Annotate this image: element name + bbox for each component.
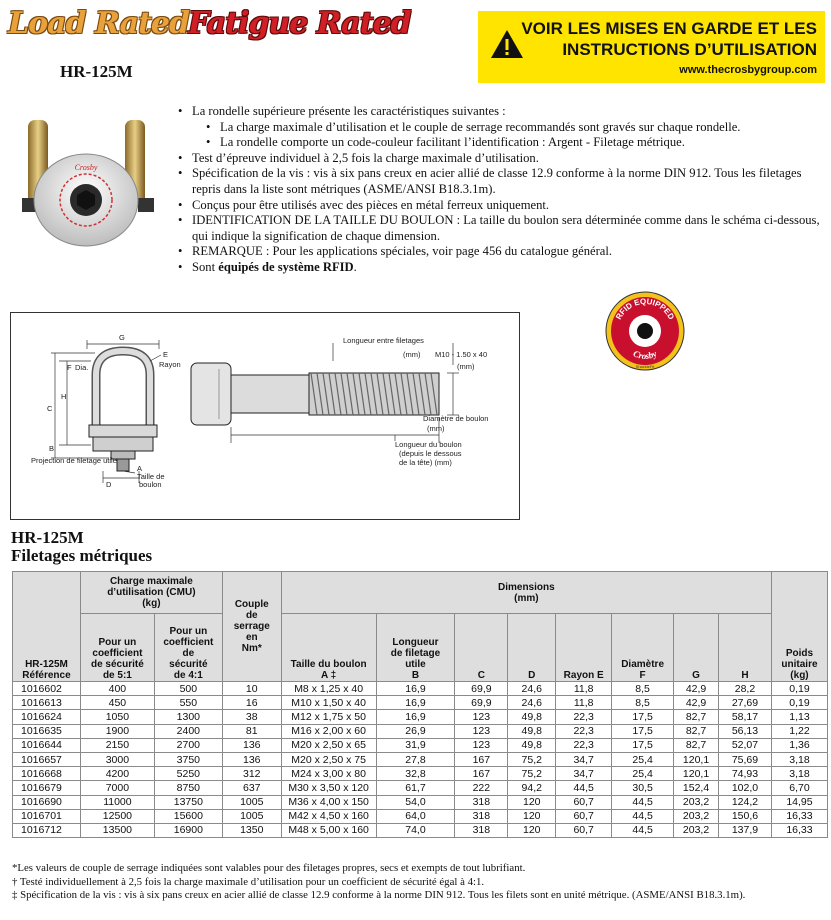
spec-table (12, 571, 828, 838)
feature-text: REMARQUE : Pour les applications spéciales, voir page 456 du catalogue général. (192, 244, 613, 259)
table-cell: 69,9 (455, 682, 508, 696)
table-cell: 15600 (154, 809, 222, 823)
header-text: A ‡ (321, 670, 337, 681)
feature-item (192, 166, 823, 197)
header-text: Longueur (392, 637, 439, 648)
label-mm-3: (mm) (427, 424, 445, 433)
rfid-badge-bottom-text: Crosby (631, 348, 659, 362)
col-header-d: D (508, 614, 556, 682)
table-cell: 27,8 (376, 752, 455, 766)
table-cell: 1005 (222, 809, 281, 823)
warning-url[interactable]: www.thecrosbygroup.com (679, 64, 817, 76)
table-cell: 8,5 (612, 696, 674, 710)
table-cell: 550 (154, 696, 222, 710)
table-cell: 152,4 (674, 781, 719, 795)
table-cell: 167 (455, 767, 508, 781)
feature-item (192, 244, 823, 260)
dim-label-taille: Taille de (137, 472, 165, 481)
table-cell: 500 (154, 682, 222, 696)
table-cell: 42,9 (674, 682, 719, 696)
table-cell: M16 x 2,00 x 60 (281, 724, 376, 738)
table-cell: 74,0 (376, 823, 455, 837)
dimension-diagram (10, 312, 520, 520)
warning-line-2: INSTRUCTIONS D’UTILISATION (562, 40, 817, 59)
table-cell: 34,7 (556, 752, 612, 766)
table-cell: 123 (455, 710, 508, 724)
warning-icon (490, 29, 524, 59)
feature-item (192, 104, 823, 151)
rfid-badge-sub-text: ShackleFit (635, 364, 655, 369)
table-cell: 25,4 (612, 752, 674, 766)
washer-brand: Crosby (74, 163, 98, 172)
table-cell: M30 x 3,50 x 120 (281, 781, 376, 795)
table-cell: 203,2 (674, 823, 719, 837)
label-len-threads: Longueur entre filetages (343, 336, 424, 345)
table-cell: 2400 (154, 724, 222, 738)
table-cell: 52,07 (719, 738, 772, 752)
table-row (13, 767, 828, 781)
table-cell: 44,5 (612, 795, 674, 809)
table-cell: 38 (222, 710, 281, 724)
feature-item (192, 151, 823, 167)
table-cell: 318 (455, 795, 508, 809)
label-thread-spec: M10 - 1.50 x 40 (435, 350, 488, 359)
reference-cell: 1016701 (13, 809, 81, 823)
header-text: Poids (785, 648, 814, 659)
table-cell: 30,5 (612, 781, 674, 795)
table-cell: 28,2 (719, 682, 772, 696)
reference-cell: 1016668 (13, 767, 81, 781)
product-photo (20, 118, 170, 248)
table-row (13, 738, 828, 752)
table-cell: 34,7 (556, 767, 612, 781)
header-text: Pour un (169, 626, 208, 637)
table-cell: 75,2 (508, 767, 556, 781)
table-cell: 222 (455, 781, 508, 795)
header-text: Charge maximale (109, 576, 193, 587)
header-text: (mm) (514, 592, 539, 604)
header-text: coefficient (163, 637, 214, 648)
table-cell: 49,8 (508, 738, 556, 752)
table-cell: 14,95 (771, 795, 827, 809)
table-cell: 49,8 (508, 724, 556, 738)
table-cell: 120 (508, 823, 556, 837)
col-header-b (376, 614, 455, 682)
table-cell: M10 x 1,50 x 40 (281, 696, 376, 710)
table-cell: 137,9 (719, 823, 772, 837)
table-cell: 7000 (80, 781, 154, 795)
table-cell: 0,19 (771, 696, 827, 710)
col-header-dimensions (281, 572, 771, 614)
header-text: de sécurité (90, 659, 144, 670)
table-cell: 24,6 (508, 696, 556, 710)
header-text: Couple (234, 599, 269, 610)
table-cell: 26,9 (376, 724, 455, 738)
feature-subitem (220, 120, 823, 136)
table-cell: 1350 (222, 823, 281, 837)
table-cell: 1300 (154, 710, 222, 724)
dim-label-rayon: Rayon (159, 360, 181, 369)
table-cell: 10 (222, 682, 281, 696)
feature-text: Test d’épreuve individuel à 2,5 fois la charge maximale d’utilisation. (192, 150, 539, 165)
header-text: serrage (233, 621, 270, 632)
header-text: sécurité (169, 659, 208, 670)
table-cell: 203,2 (674, 809, 719, 823)
table-cell: 3000 (80, 752, 154, 766)
table-cell: 5250 (154, 767, 222, 781)
table-cell: 450 (80, 696, 154, 710)
dim-label-c: C (47, 404, 53, 413)
label-bolt-len-3: de la tête) (mm) (399, 458, 452, 467)
table-cell: 17,5 (612, 738, 674, 752)
table-cell: 60,7 (556, 795, 612, 809)
reference-cell: 1016690 (13, 795, 81, 809)
reference-cell: 1016657 (13, 752, 81, 766)
table-cell: 318 (455, 823, 508, 837)
table-cell: 81 (222, 724, 281, 738)
table-cell: 6,70 (771, 781, 827, 795)
table-cell: 120,1 (674, 752, 719, 766)
table-cell: 102,0 (719, 781, 772, 795)
col-header-h: H (719, 614, 772, 682)
table-cell: 22,3 (556, 724, 612, 738)
rfid-badge-top-text: RFID EQUIPPED (614, 296, 676, 322)
feature-text: IDENTIFICATION DE LA TAILLE DU BOULON : La taille du boulon sera déterminée comme dans le schéma ci-dessous, qui indique la signification de chaque dimension. (192, 213, 820, 243)
table-cell: 54,0 (376, 795, 455, 809)
table-cell: 61,7 (376, 781, 455, 795)
feature-text: La rondelle comporte un code-couleur facilitant l’identification : Argent - Filetage métrique. (220, 135, 685, 150)
table-cell: 123 (455, 738, 508, 752)
dim-label-dia: Dia. (75, 363, 89, 372)
table-cell: 17,5 (612, 710, 674, 724)
header-text: de (182, 648, 195, 659)
table-cell: M20 x 2,50 x 75 (281, 752, 376, 766)
feature-item (192, 213, 823, 244)
table-cell: 69,9 (455, 696, 508, 710)
table-cell: 11,8 (556, 696, 612, 710)
table-cell: 167 (455, 752, 508, 766)
table-cell: 44,5 (612, 823, 674, 837)
header-text: HR-125M (25, 659, 68, 670)
table-cell: 12500 (80, 809, 154, 823)
feature-text: Sont (192, 259, 219, 274)
header-text: B (411, 670, 420, 681)
table-cell: 75,69 (719, 752, 772, 766)
table-cell: 2150 (80, 738, 154, 752)
table-cell: M20 x 2,50 x 65 (281, 738, 376, 752)
label-bolt-len-2: (depuis le dessous (399, 449, 462, 458)
dim-label-f: F (67, 363, 72, 372)
section-subtitle: Filetages métriques (11, 546, 153, 565)
label-mm-1: (mm) (403, 350, 421, 359)
table-cell: 4200 (80, 767, 154, 781)
col-header-cmu (80, 572, 222, 614)
table-cell: M42 x 4,50 x 160 (281, 809, 376, 823)
fatigue-rated-logo: Fatigue Rated (188, 6, 411, 41)
table-cell: 3750 (154, 752, 222, 766)
feature-text: Spécification de la vis : vis à six pans creux en acier allié de classe 12.9 conforme à la norme DIN 912. Tous les filetages repris dans la liste sont métriques (ASME/ANSI B18.3.1m). (192, 166, 802, 196)
col-header-c: C (455, 614, 508, 682)
table-cell: 82,7 (674, 724, 719, 738)
table-cell: 8750 (154, 781, 222, 795)
header-text: Référence (22, 670, 71, 681)
feature-text: La charge maximale d’utilisation et le couple de serrage recommandés sont gravés sur chaque rondelle. (220, 119, 741, 134)
table-cell: 60,7 (556, 809, 612, 823)
col-header-ref (13, 572, 81, 682)
table-cell: 74,93 (719, 767, 772, 781)
table-row (13, 696, 828, 710)
feature-subitem (220, 135, 823, 151)
table-cell: 16 (222, 696, 281, 710)
reference-cell: 1016679 (13, 781, 81, 795)
dim-label-d: D (106, 480, 112, 489)
feature-text: . (353, 259, 357, 274)
table-cell: M8 x 1,25 x 40 (281, 682, 376, 696)
table-cell: 13750 (154, 795, 222, 809)
table-cell: M48 x 5,00 x 160 (281, 823, 376, 837)
table-cell: 16,9 (376, 682, 455, 696)
label-mm-2: (mm) (457, 362, 475, 371)
table-cell: 32,8 (376, 767, 455, 781)
table-cell: 0,19 (771, 682, 827, 696)
dim-label-e: E (163, 350, 169, 359)
table-row (13, 710, 828, 724)
footnote-torque: *Les valeurs de couple de serrage indiquées sont valables pour des filetages propres, secs et exempts de tout lubrifiant. (12, 862, 526, 874)
table-cell: 22,3 (556, 710, 612, 724)
table-cell: 13500 (80, 823, 154, 837)
model-number: HR-125M (60, 62, 133, 81)
header-text: de 5:1 (102, 670, 132, 681)
col-header-torque (222, 572, 281, 682)
col-header-e: Rayon E (556, 614, 612, 682)
header-text: utile (405, 659, 426, 670)
table-row (13, 724, 828, 738)
col-header-g: G (674, 614, 719, 682)
table-cell: 400 (80, 682, 154, 696)
reference-cell: 1016644 (13, 738, 81, 752)
table-cell: 25,4 (612, 767, 674, 781)
table-cell: M36 x 4,00 x 150 (281, 795, 376, 809)
header-text: Taille du boulon (290, 659, 367, 670)
header-text: unitaire (781, 659, 818, 670)
table-cell: 31,9 (376, 738, 455, 752)
footnotes (12, 862, 827, 903)
warning-banner (478, 11, 825, 83)
table-cell: 27,69 (719, 696, 772, 710)
header-text: Nm* (241, 643, 262, 654)
table-cell: 17,5 (612, 724, 674, 738)
header-text: (kg) (790, 670, 809, 681)
header-text: en (245, 632, 258, 643)
warning-line-1: VOIR LES MISES EN GARDE ET LES (521, 19, 817, 38)
table-cell: 637 (222, 781, 281, 795)
footnote-proof-test: † Testé individuellement à 2,5 fois la charge maximale d’utilisation pour un coefficient de sécurité égal à 4:1. (12, 875, 485, 888)
table-cell: 82,7 (674, 738, 719, 752)
table-cell: 2700 (154, 738, 222, 752)
table-row (13, 682, 828, 696)
table-row (13, 823, 828, 837)
table-cell: 312 (222, 767, 281, 781)
table-cell: 42,9 (674, 696, 719, 710)
table-cell: 22,3 (556, 738, 612, 752)
header-text: de (245, 610, 258, 621)
table-cell: 203,2 (674, 795, 719, 809)
table-cell: 3,18 (771, 752, 827, 766)
table-cell: 1,36 (771, 738, 827, 752)
table-cell: 64,0 (376, 809, 455, 823)
table-cell: 94,2 (508, 781, 556, 795)
table-cell: 1,22 (771, 724, 827, 738)
header-text: Diamètre (621, 659, 665, 670)
table-cell: M12 x 1,75 x 50 (281, 710, 376, 724)
table-row (13, 752, 828, 766)
reference-cell: 1016635 (13, 724, 81, 738)
table-cell: 8,5 (612, 682, 674, 696)
header-text: de 4:1 (173, 670, 203, 681)
dim-label-boulon: boulon (139, 480, 162, 489)
header-text: F (639, 670, 646, 681)
reference-cell: 1016624 (13, 710, 81, 724)
table-cell: 44,5 (556, 781, 612, 795)
spec-table-body (13, 682, 828, 838)
table-cell: 1050 (80, 710, 154, 724)
table-cell: 318 (455, 809, 508, 823)
feature-item (192, 260, 823, 276)
reference-cell: 1016613 (13, 696, 81, 710)
table-cell: 136 (222, 752, 281, 766)
label-bolt-len-1: Longueur du boulon (395, 440, 462, 449)
reference-cell: 1016712 (13, 823, 81, 837)
col-header-a (281, 614, 376, 682)
header-text: Dimensions (497, 581, 555, 593)
table-cell: 49,8 (508, 710, 556, 724)
table-cell: 44,5 (612, 809, 674, 823)
table-cell: 1900 (80, 724, 154, 738)
rfid-badge (604, 290, 686, 372)
table-cell: 16,9 (376, 696, 455, 710)
table-cell: 24,6 (508, 682, 556, 696)
dim-label-a: A (137, 464, 143, 473)
feature-text: Conçus pour être utilisés avec des pièces en métal ferreux uniquement. (192, 197, 550, 212)
load-rated-logo: Load Rated (8, 6, 189, 41)
table-cell: 16,33 (771, 809, 827, 823)
feature-item (192, 198, 823, 214)
dim-label-h: H (61, 392, 67, 401)
table-row (13, 795, 828, 809)
table-cell: 11000 (80, 795, 154, 809)
col-header-4-1 (154, 614, 222, 682)
table-cell: 11,8 (556, 682, 612, 696)
table-cell: 123 (455, 724, 508, 738)
reference-cell: 1016602 (13, 682, 81, 696)
table-cell: 1,13 (771, 710, 827, 724)
rfid-feature-text: équipés de système RFID (218, 259, 354, 274)
col-header-5-1 (80, 614, 154, 682)
table-cell: 16,33 (771, 823, 827, 837)
col-header-weight (771, 572, 827, 682)
table-cell: M24 x 3,00 x 80 (281, 767, 376, 781)
table-cell: 58,17 (719, 710, 772, 724)
header-text: Pour un (98, 637, 137, 648)
table-cell: 124,2 (719, 795, 772, 809)
feature-list (178, 104, 823, 276)
table-cell: 120 (508, 809, 556, 823)
feature-text: La rondelle supérieure présente les caractéristiques suivantes : (192, 104, 506, 118)
table-row (13, 809, 828, 823)
footnote-bolt-spec: ‡ Spécification de la vis : vis à six pans creux en acier allié de classe 12.9 conforme à la norme DIN 912. Tous les filets sont en unité métrique. (ASME/ANSI B18.3.1m). (12, 889, 746, 901)
table-cell: 120 (508, 795, 556, 809)
table-cell: 56,13 (719, 724, 772, 738)
header-text: coefficient (92, 648, 143, 659)
table-cell: 16,9 (376, 710, 455, 724)
header-text: de filetage (390, 648, 441, 659)
table-cell: 136 (222, 738, 281, 752)
table-cell: 3,18 (771, 767, 827, 781)
table-cell: 150,6 (719, 809, 772, 823)
col-header-f (612, 614, 674, 682)
table-cell: 1005 (222, 795, 281, 809)
label-bolt-dia: Diamètre de boulon (423, 414, 489, 423)
table-cell: 120,1 (674, 767, 719, 781)
dim-label-g: G (119, 333, 125, 342)
header-text: d’utilisation (CMU) (107, 587, 196, 598)
header-text: (kg) (142, 598, 161, 609)
dim-label-proj: Projection de filetage utile (31, 456, 117, 465)
dim-label-b: B (49, 444, 55, 453)
table-cell: 82,7 (674, 710, 719, 724)
table-row (13, 781, 828, 795)
section-title: HR-125M (11, 528, 84, 547)
table-cell: 16900 (154, 823, 222, 837)
table-cell: 75,2 (508, 752, 556, 766)
table-cell: 60,7 (556, 823, 612, 837)
